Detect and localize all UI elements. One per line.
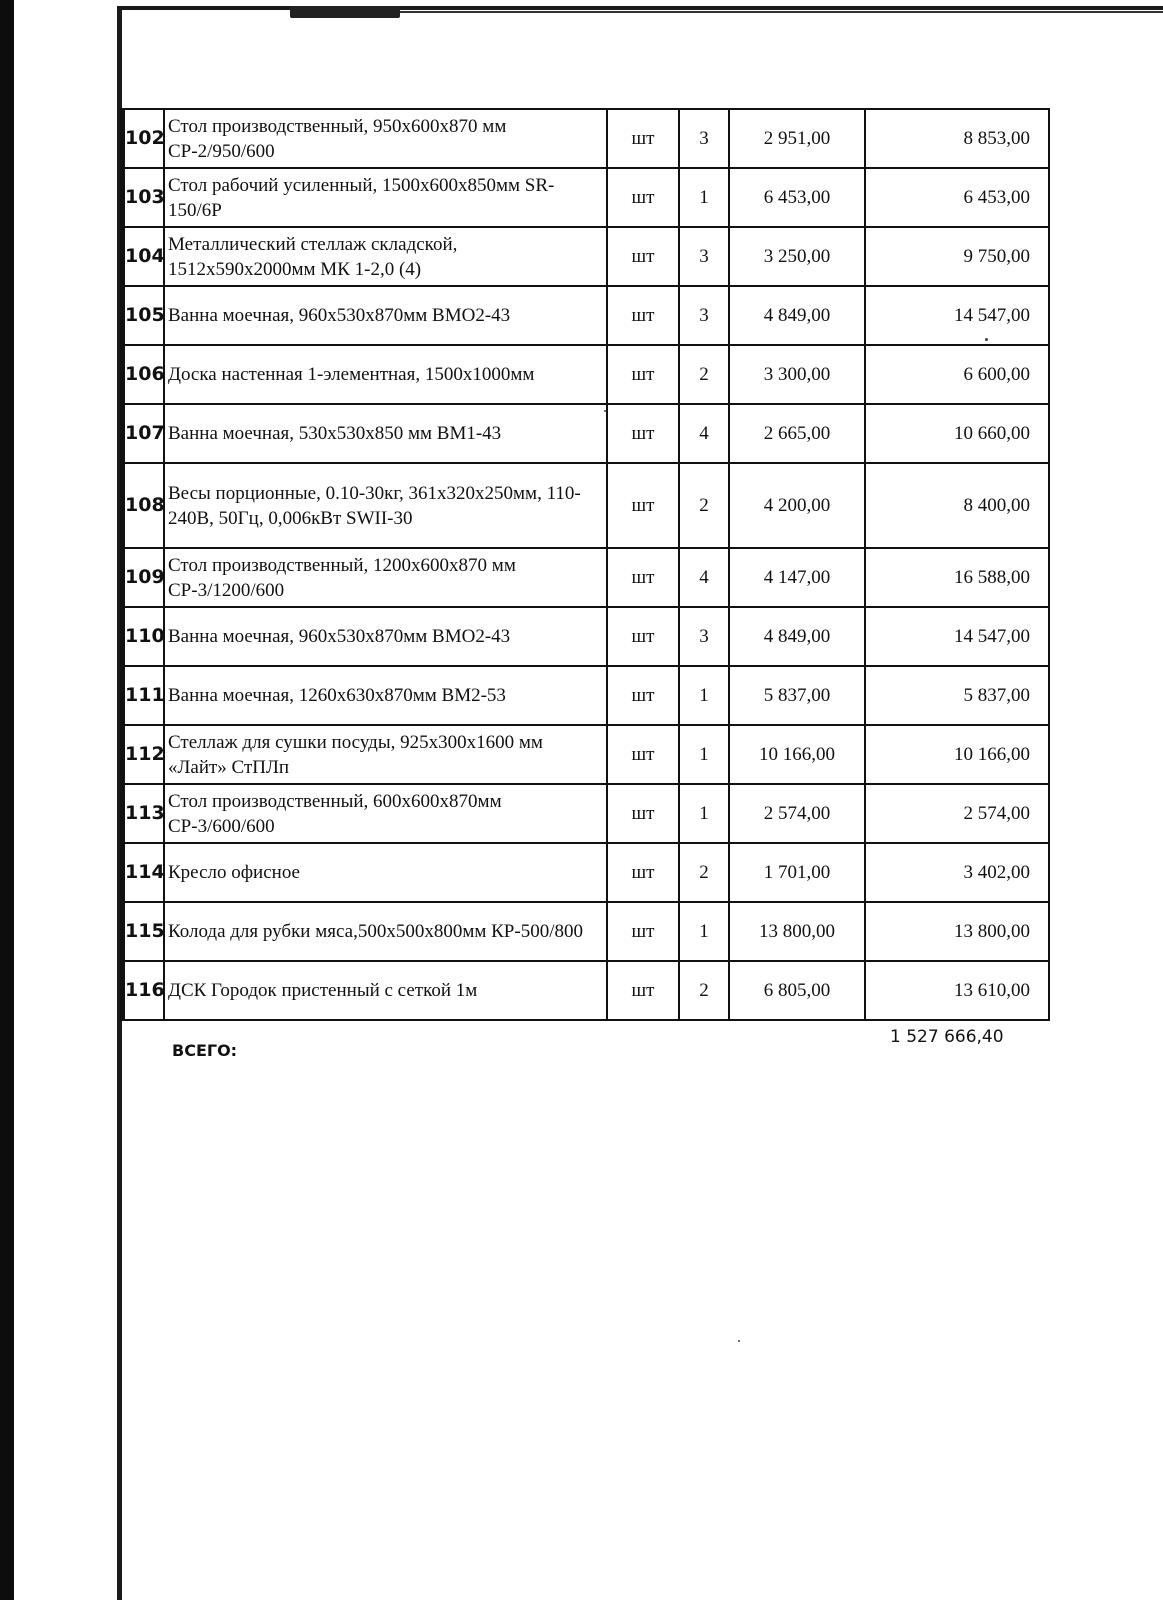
item-sum: 10 166,00 [865, 725, 1049, 784]
item-quantity: 3 [679, 607, 729, 666]
item-quantity: 1 [679, 725, 729, 784]
table-row [123, 843, 1050, 902]
item-quantity: 1 [679, 666, 729, 725]
item-name: Стол производственный, 600х600х870мм СР-3/600/600 [164, 784, 607, 843]
row-number: 110 [123, 607, 165, 666]
item-quantity: 4 [679, 404, 729, 463]
table-row [123, 961, 1050, 1020]
total-label: ВСЕГО: [172, 1041, 238, 1060]
row-number: 103 [123, 168, 165, 227]
table-row [123, 463, 1050, 548]
scan-speck [738, 1340, 740, 1342]
scan-edge-left [0, 0, 14, 1600]
item-name: Ванна моечная, 1260х630х870мм ВМ2-53 [164, 666, 607, 725]
item-price: 4 849,00 [729, 286, 865, 345]
item-quantity: 2 [679, 345, 729, 404]
total-value: 1 527 666,40 [890, 1027, 1004, 1047]
row-number: 113 [123, 784, 165, 843]
item-name: Стол рабочий усиленный, 1500х600х850мм SR-150/6P [164, 168, 607, 227]
item-name: Ванна моечная, 960х530х870мм ВМО2-43 [164, 286, 607, 345]
item-sum: 8 400,00 [865, 463, 1049, 548]
item-name: Ванна моечная, 530х530х850 мм ВМ1-43 [164, 404, 607, 463]
item-sum: 14 547,00 [865, 286, 1049, 345]
item-price: 1 701,00 [729, 843, 865, 902]
items-table [120, 108, 1050, 1021]
item-price: 3 300,00 [729, 345, 865, 404]
item-quantity: 3 [679, 286, 729, 345]
item-unit: шт [607, 725, 679, 784]
item-name: Кресло офисное [164, 843, 607, 902]
row-number: 116 [123, 961, 165, 1020]
item-sum: 8 853,00 [865, 109, 1049, 168]
item-name: Стеллаж для сушки посуды, 925х300х1600 мм «Лайт» СтПЛп [164, 725, 607, 784]
scan-border-top-secondary [300, 11, 1163, 13]
items-table-body [123, 109, 1050, 1020]
item-unit: шт [607, 607, 679, 666]
table-row [123, 725, 1050, 784]
table-row [123, 345, 1050, 404]
row-number: 105 [123, 286, 165, 345]
item-quantity: 1 [679, 168, 729, 227]
row-number: 102 [123, 109, 165, 168]
item-price: 5 837,00 [729, 666, 865, 725]
item-unit: шт [607, 843, 679, 902]
item-sum: 5 837,00 [865, 666, 1049, 725]
scan-mark-top [290, 6, 400, 18]
item-name: Колода для рубки мяса,500х500х800мм КР-500/800 [164, 902, 607, 961]
item-quantity: 2 [679, 843, 729, 902]
row-number: 109 [123, 548, 165, 607]
row-number: 114 [123, 843, 165, 902]
item-unit: шт [607, 168, 679, 227]
item-unit: шт [607, 345, 679, 404]
table-row [123, 902, 1050, 961]
item-price: 4 849,00 [729, 607, 865, 666]
item-price: 4 200,00 [729, 463, 865, 548]
item-price: 2 665,00 [729, 404, 865, 463]
item-sum: 14 547,00 [865, 607, 1049, 666]
item-unit: шт [607, 902, 679, 961]
row-number: 115 [123, 902, 165, 961]
item-sum: 9 750,00 [865, 227, 1049, 286]
table-row [123, 109, 1050, 168]
item-sum: 6 453,00 [865, 168, 1049, 227]
item-quantity: 4 [679, 548, 729, 607]
item-price: 13 800,00 [729, 902, 865, 961]
item-name: Металлический стеллаж складской, 1512х590х2000мм МК 1-2,0 (4) [164, 227, 607, 286]
row-number: 106 [123, 345, 165, 404]
table-row [123, 286, 1050, 345]
item-unit: шт [607, 548, 679, 607]
item-unit: шт [607, 784, 679, 843]
item-name: Стол производственный, 950х600х870 мм СР-2/950/600 [164, 109, 607, 168]
table-row [123, 784, 1050, 843]
item-name: Стол производственный, 1200х600х870 мм СР-3/1200/600 [164, 548, 607, 607]
item-sum: 13 800,00 [865, 902, 1049, 961]
scan-border-top [118, 6, 1163, 10]
item-name: Весы порционные, 0.10-30кг, 361х320х250мм, 110-240В, 50Гц, 0,006кВт SWII-30 [164, 463, 607, 548]
row-number: 107 [123, 404, 165, 463]
item-quantity: 1 [679, 784, 729, 843]
item-price: 6 453,00 [729, 168, 865, 227]
table-row [123, 607, 1050, 666]
item-price: 3 250,00 [729, 227, 865, 286]
table-row [123, 404, 1050, 463]
item-price: 2 574,00 [729, 784, 865, 843]
item-price: 6 805,00 [729, 961, 865, 1020]
table-row [123, 548, 1050, 607]
item-unit: шт [607, 666, 679, 725]
item-quantity: 1 [679, 902, 729, 961]
item-unit: шт [607, 227, 679, 286]
item-unit: шт [607, 286, 679, 345]
row-number: 108 [123, 463, 165, 548]
item-price: 4 147,00 [729, 548, 865, 607]
item-sum: 10 660,00 [865, 404, 1049, 463]
item-price: 2 951,00 [729, 109, 865, 168]
row-number: 112 [123, 725, 165, 784]
item-unit: шт [607, 463, 679, 548]
item-name: Ванна моечная, 960х530х870мм ВМО2-43 [164, 607, 607, 666]
item-price: 10 166,00 [729, 725, 865, 784]
item-unit: шт [607, 109, 679, 168]
item-quantity: 2 [679, 961, 729, 1020]
table-row [123, 227, 1050, 286]
table-row [123, 168, 1050, 227]
item-sum: 2 574,00 [865, 784, 1049, 843]
table-row [123, 666, 1050, 725]
item-unit: шт [607, 404, 679, 463]
item-unit: шт [607, 961, 679, 1020]
item-sum: 3 402,00 [865, 843, 1049, 902]
item-sum: 16 588,00 [865, 548, 1049, 607]
item-name: Доска настенная 1-элементная, 1500х1000мм [164, 345, 607, 404]
item-quantity: 2 [679, 463, 729, 548]
item-name: ДСК Городок пристенный с сеткой 1м [164, 961, 607, 1020]
row-number: 104 [123, 227, 165, 286]
row-number: 111 [123, 666, 165, 725]
item-quantity: 3 [679, 227, 729, 286]
item-quantity: 3 [679, 109, 729, 168]
item-sum: 6 600,00 [865, 345, 1049, 404]
item-sum: 13 610,00 [865, 961, 1049, 1020]
